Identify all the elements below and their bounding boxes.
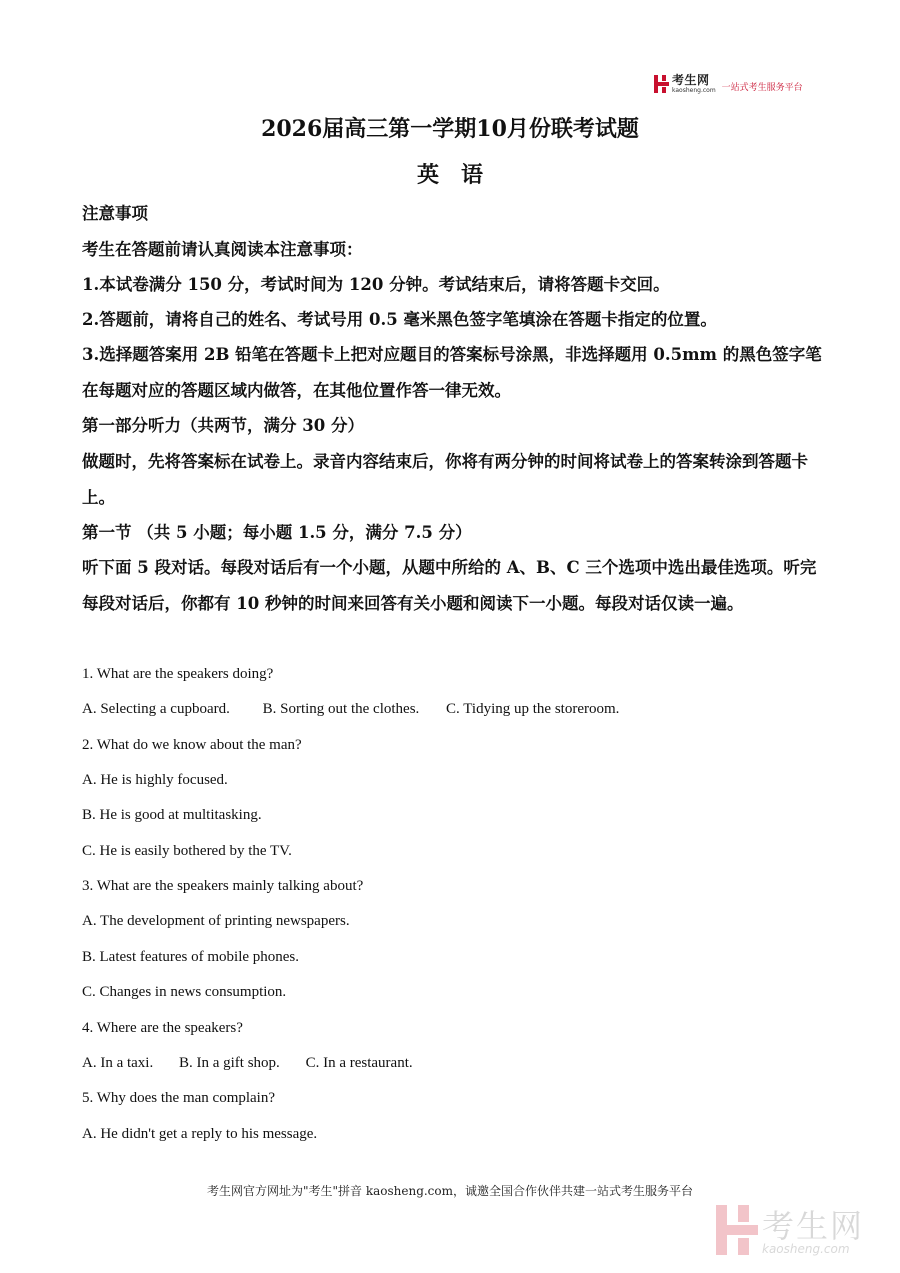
site-logo[interactable] <box>654 73 803 95</box>
option-c: C. In a restaurant. <box>305 1055 413 1071</box>
section1-instruction: 听下面 5 段对话。每段对话后有一个小题，从题中所给的 A、B、C 三个选项中选出最佳选项。听完每段对话后，你都有 10 秒钟的时间来回答有关小题和阅读下一小题。每段对话仅读一遍。 <box>82 558 817 613</box>
question-1-stem: 1. What are the speakers doing? <box>82 666 274 682</box>
notice-intro: 考生在答题前请认真阅读本注意事项： <box>82 240 363 259</box>
question-4-stem: 4. Where are the speakers? <box>82 1020 243 1036</box>
question-3-option-b: B. Latest features of mobile phones. <box>82 949 300 965</box>
notice-item-1: 1.本试卷满分 150 分，考试时间为 120 分钟。考试结束后，请将答题卡交回。 <box>82 275 670 294</box>
notice-item-2: 2.答题前，请将自己的姓名、考试号用 0.5 毫米黑色签字笔填涂在答题卡指定的位置。 <box>82 310 717 329</box>
question-2-option-b: B. He is good at multitasking. <box>82 807 262 823</box>
notice-heading: 注意事项 <box>82 204 148 223</box>
logo-url: kaosheng.com <box>672 87 716 94</box>
section1-heading: 第一节 （共 5 小题；每小题 1.5 分，满分 7.5 分） <box>82 523 472 542</box>
question-5-stem: 5. Why does the man complain? <box>82 1090 276 1106</box>
part1-instruction: 做题时，先将答案标在试卷上。录音内容结束后，你将有两分钟的时间将试卷上的答案转涂到答题卡上。 <box>82 452 808 507</box>
option-a: A. Selecting a cupboard. <box>82 701 230 717</box>
question-2-stem: 2. What do we know about the man? <box>82 737 302 753</box>
option-c: C. Tidying up the storeroom. <box>446 701 620 717</box>
question-5-option-a: A. He didn't get a reply to his message. <box>82 1126 318 1142</box>
logo-name: 考生网 <box>672 73 710 87</box>
question-2-option-c: C. He is easily bothered by the TV. <box>82 843 292 859</box>
kaosheng-logo-icon <box>654 75 669 93</box>
question-3-option-a: A. The development of printing newspapers. <box>82 913 350 929</box>
question-3-option-c: C. Changes in news consumption. <box>82 984 287 1000</box>
exam-title: 2026届高三第一学期10月份联考试题 <box>261 116 639 142</box>
exam-subject: 英语 <box>416 162 505 188</box>
notice-item-3: 3.选择题答案用 2B 铅笔在答题卡上把对应题目的答案标号涂黑，非选择题用 0.5mm 的黑色签字笔在每题对应的答题区域内做答，在其他位置作答一律无效。 <box>82 345 822 400</box>
question-2-option-a: A. He is highly focused. <box>82 772 228 788</box>
watermark-logo-icon <box>716 1205 758 1255</box>
option-b: B. In a gift shop. <box>178 1055 280 1071</box>
option-b: B. Sorting out the clothes. <box>262 701 420 717</box>
page-footer: 考生网官方网址为"考生"拼音 kaosheng.com，诚邀全国合作伙伴共建一站式考生服务平台 <box>206 1184 694 1198</box>
part1-heading: 第一部分听力（共两节，满分 30 分） <box>82 416 364 435</box>
watermark-name: 考生网 <box>762 1207 865 1245</box>
question-1-options <box>82 699 822 719</box>
question-3-stem: 3. What are the speakers mainly talking about? <box>82 878 364 894</box>
watermark <box>716 1205 864 1255</box>
question-4-options <box>82 1053 822 1073</box>
logo-slogan: 一站式考生服务平台 <box>721 82 803 93</box>
watermark-url: kaosheng.com <box>762 1242 850 1256</box>
option-a: A. In a taxi. <box>82 1055 154 1071</box>
